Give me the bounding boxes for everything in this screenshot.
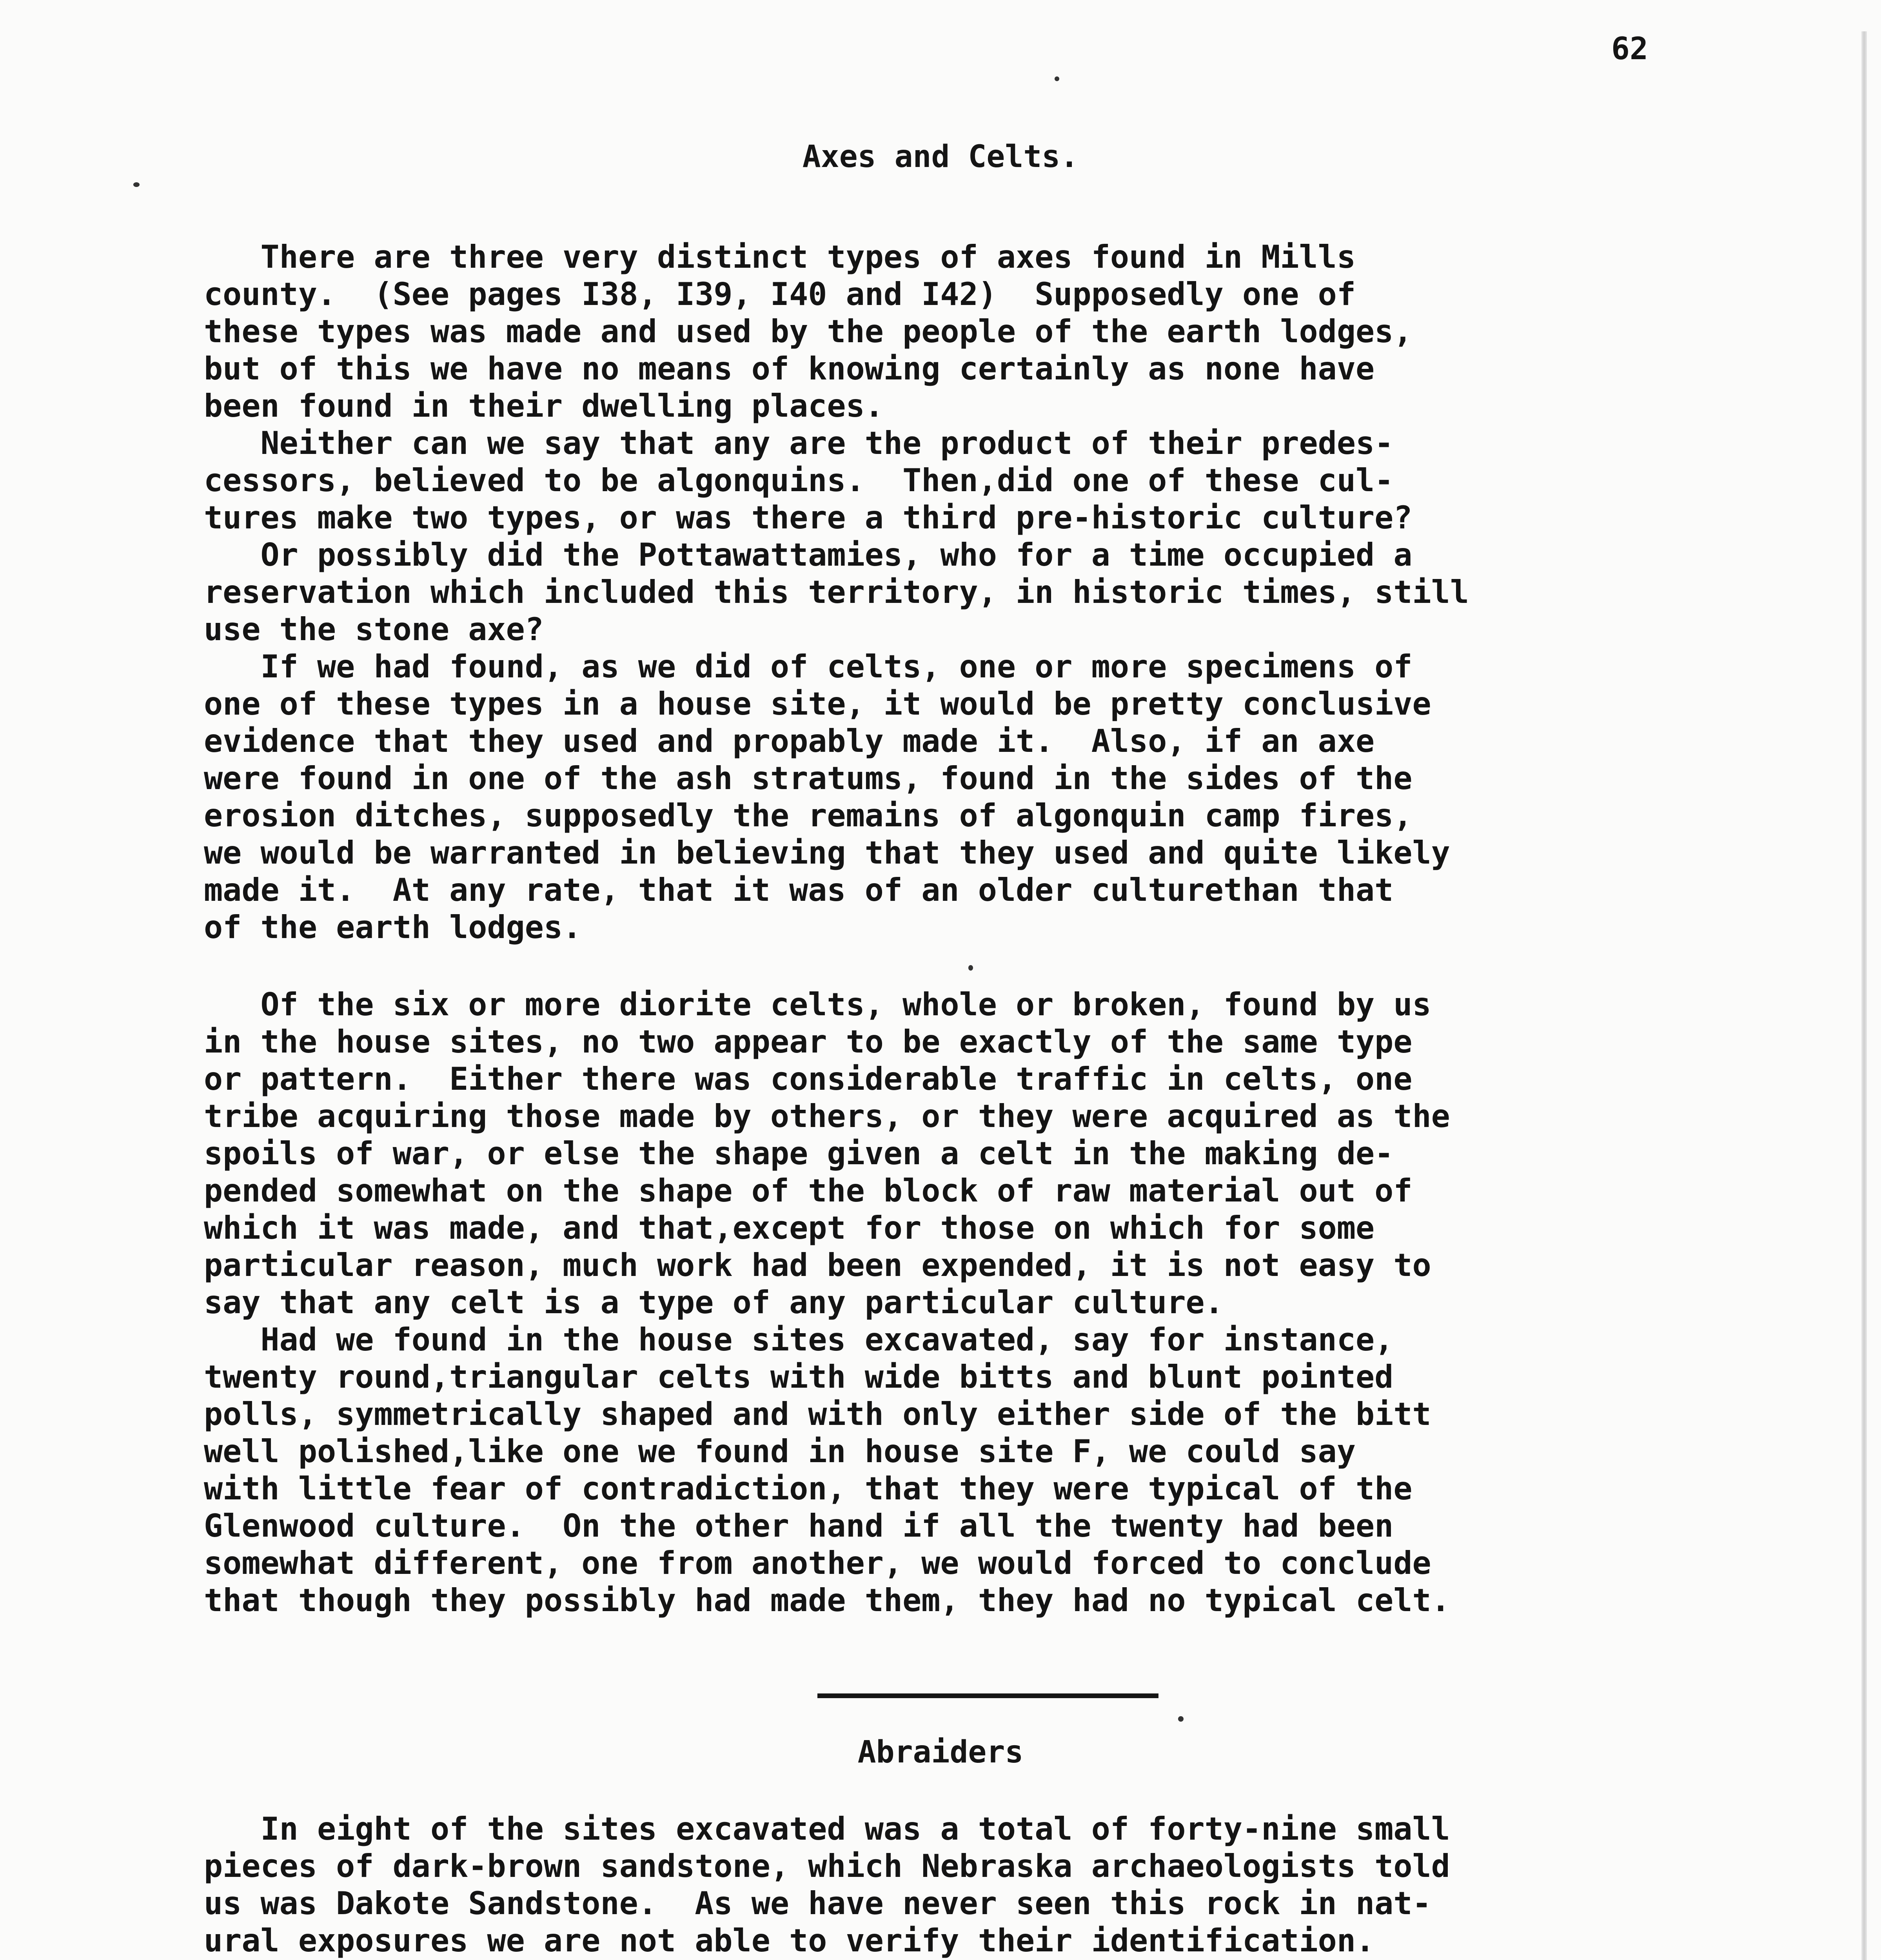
paragraph-block-diorite-celts: Of the six or more diorite celts, whole or broken, found by us in the house sites, no two appear to be exactly of the same type or pattern. Either there was considerable traffic in celts, one tribe acquiring those made by others, or they were acquired as the spoils of war, or else the shape given a celt in the making de- pended somewhat on the shape of the block of raw material out of which it was made, and that,except for those on which for some particular reason, much work had been expended, it is not easy to say that any celt is a type of any particular culture. Had we found in the house sites excavated, say for instance, twenty round,triangular celts with wide bitts and blunt pointed polls, symmetrically shaped and with only either side of the bitt well polished,like one we found in house site F, we could say with little fear of contradiction, that they were typical of the Glenwood culture. On the other hand if all the twenty had been somewhat different, one from another, we would forced to conclude that though they possibly had made them, they had no typical celt. [204,986,1450,1619]
heading-abraiders: Abraiders [857,1735,1024,1770]
scan-speck [133,182,140,187]
scan-speck [1055,76,1059,81]
paragraph-block-axes-types: There are three very distinct types of axes found in Mills county. (See pages I38, I39, I40 and I42) Supposedly one of these types was made and used by the people of the earth lodges, but of this we have no means of knowing certainly as none have been found in their dwelling places. Neither can we say that any are the product of their predes- cessors, believed to be algonquins. Then,did one of these cul- tures make two types, or was there a third pre-historic culture? Or possibly did the Pottawattamies, who for a time occupied a reservation which included this territory, in historic times, still use the stone axe? If we had found, as we did of celts, one or more specimens of one of these types in a house site, it would be pretty conclusive evidence that they used and propably made it. Also, if an axe were found in one of the ash stratums, found in the sides of the erosion ditches, supposedly the remains of algonquin camp fires, we would be warranted in believing that they used and quite likely made it. At any rate, that it was of an older culturethan that of the earth lodges. [204,239,1469,946]
scan-speck [968,965,973,971]
heading-axes-and-celts: Axes and Celts. [802,139,1079,174]
paragraph-block-abraiders: In eight of the sites excavated was a total of forty-nine small pieces of dark-brown sandstone, which Nebraska archaeologists told us was Dakote Sandstone. As we have never seen this rock in nat- ural exposures we are not able to verify their identification. [204,1811,1450,1959]
section-divider-rule [817,1693,1158,1698]
scan-speck [1178,1716,1184,1722]
page-edge-shadow [1861,31,1867,1960]
page-number: 62 [1611,31,1648,67]
